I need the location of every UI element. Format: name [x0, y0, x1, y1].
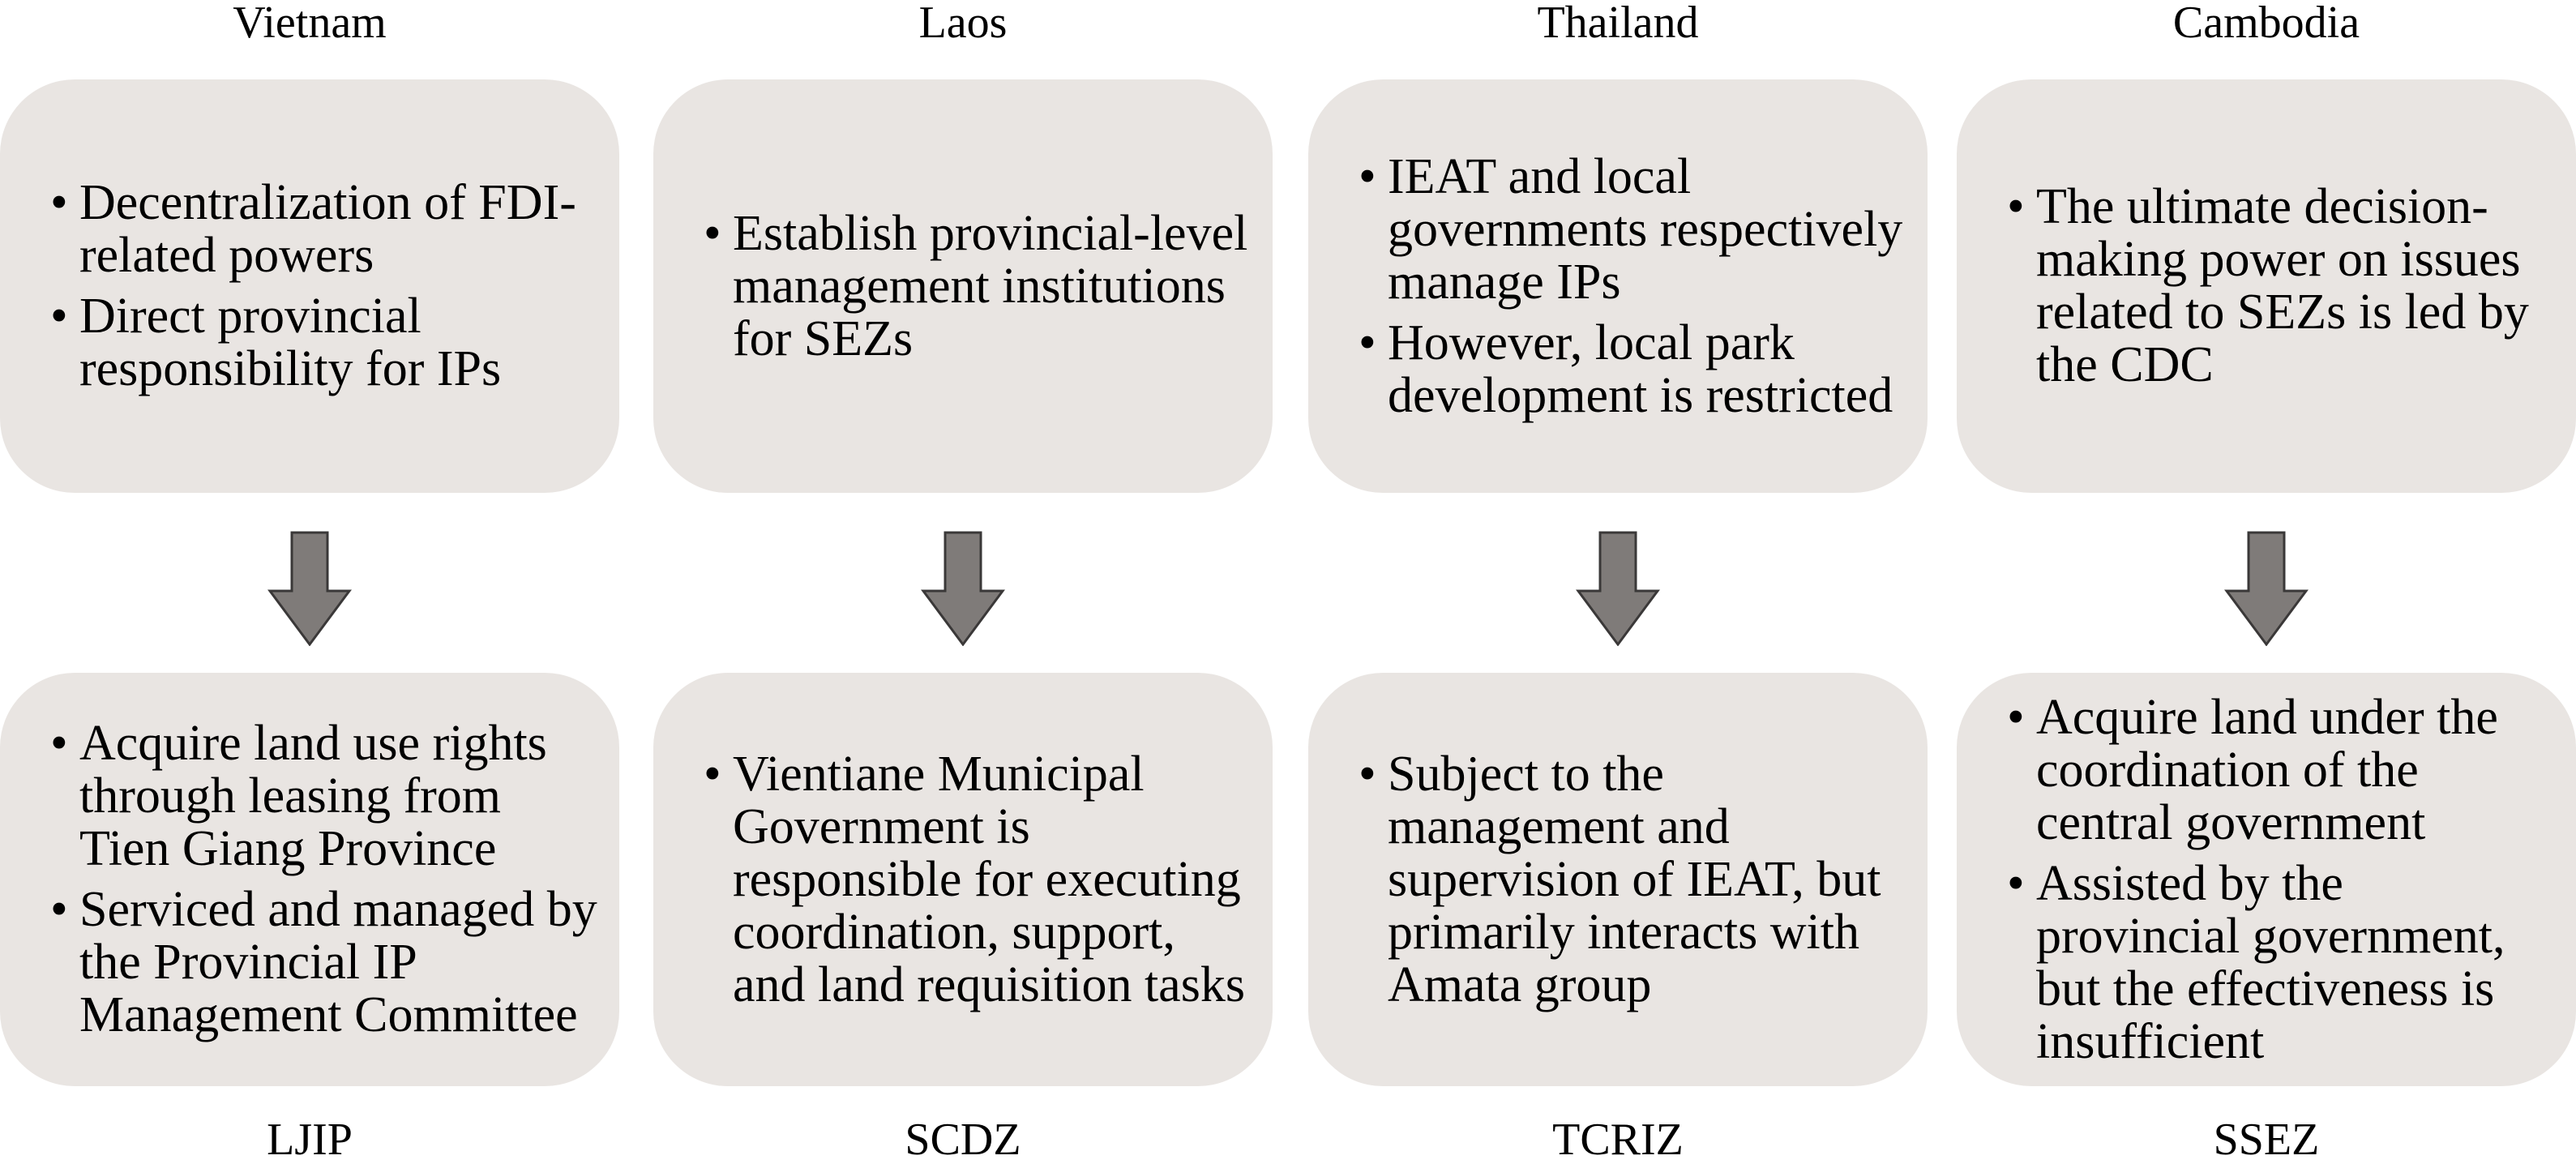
bullet-item: • Acquire land under the coordination of the central government [2002, 691, 2557, 849]
column-laos [653, 0, 1273, 1164]
policy-box [653, 79, 1273, 493]
bullet-item: • Decentralization of FDI-related powers [45, 177, 600, 282]
outcome-box [1308, 673, 1928, 1086]
outcome-box [653, 673, 1273, 1086]
outcome-bullets [699, 748, 1253, 1012]
policy-bullets [699, 205, 1253, 366]
bullet-item: • Subject to the management and supervision of IEAT, but primarily interacts with Amata group [1354, 748, 1908, 1012]
policy-bullets [1354, 148, 1908, 423]
down-arrow-icon [2224, 531, 2309, 646]
policy-box [1308, 79, 1928, 493]
bullet-item: • Assisted by the provincial government, but the effectiveness is insufficient [2002, 858, 2557, 1068]
site-label: TCRIZ [1552, 1115, 1684, 1164]
column-cambodia [1957, 0, 2576, 1164]
policy-box [1957, 79, 2576, 493]
site-label: SSEZ [2213, 1115, 2320, 1164]
bullet-item: • However, local park development is restricted [1354, 317, 1908, 422]
outcome-bullets [1354, 748, 1908, 1012]
bullet-item: • Acquire land use rights through leasing from Tien Giang Province [45, 717, 600, 875]
country-label: Vietnam [233, 0, 387, 48]
column-vietnam [0, 0, 619, 1164]
outcome-box [0, 673, 619, 1086]
bullet-item: • Direct provincial responsibility for IPs [45, 290, 600, 396]
down-arrow-icon [921, 531, 1005, 646]
bullet-item: • IEAT and local governments respectively manage IPs [1354, 151, 1908, 309]
policy-box [0, 79, 619, 493]
down-arrow-icon [1576, 531, 1660, 646]
down-arrow-icon [267, 531, 352, 646]
outcome-box [1957, 673, 2576, 1086]
country-label: Cambodia [2172, 0, 2360, 48]
country-label: Laos [918, 0, 1008, 48]
bullet-item: • The ultimate decision-making power on issues related to SEZs is led by the CDC [2002, 181, 2557, 392]
policy-bullets [2002, 181, 2557, 392]
bullet-item: • Vientiane Municipal Government is responsible for executing coordination, support, and land requisition tasks [699, 748, 1253, 1012]
policy-bullets [45, 177, 600, 396]
site-label: SCDZ [905, 1115, 1021, 1164]
bullet-item: • Serviced and managed by the Provincial IP Management Committee [45, 884, 600, 1042]
column-thailand [1308, 0, 1928, 1164]
country-label: Thailand [1537, 0, 1699, 48]
bullet-item: • Establish provincial-level management institutions for SEZs [699, 208, 1253, 366]
outcome-bullets [2002, 691, 2557, 1068]
site-label: LJIP [267, 1115, 353, 1164]
outcome-bullets [45, 717, 600, 1042]
